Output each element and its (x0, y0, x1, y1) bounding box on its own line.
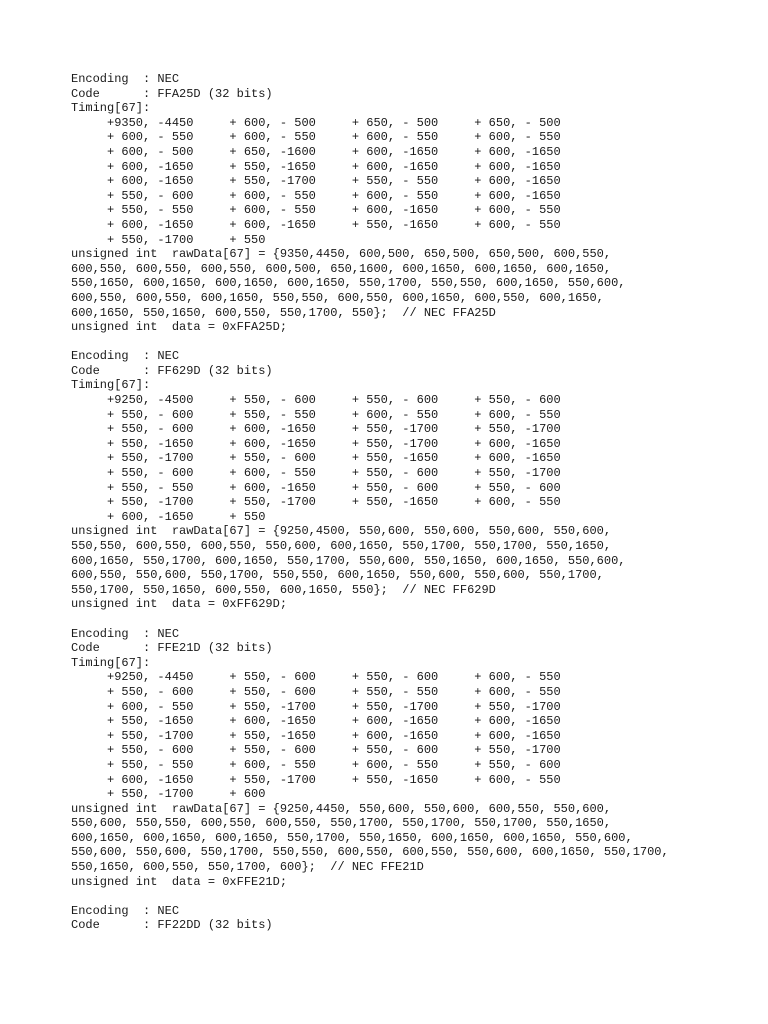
nec-code-block (71, 627, 761, 890)
rawdata-line: 550,1650, 600,1650, 600,1650, 600,1650, 550,1700, 550,550, 600,1650, 550,600, (71, 276, 626, 291)
timing-row: + 550, -1700 + 550, -1700 + 550, -1650 + 600, - 550 (71, 495, 561, 510)
timing-row: + 600, -1650 + 550, -1650 + 600, -1650 + 600, -1650 (71, 159, 561, 174)
timing-header: Timing[67]: (71, 655, 151, 670)
code-line: Code : FFE21D (32 bits) (71, 641, 273, 656)
timing-row: +9250, -4500 + 550, - 600 + 550, - 600 + 550, - 600 (71, 393, 561, 408)
timing-row: + 600, - 500 + 650, -1600 + 600, -1650 + 600, -1650 (71, 144, 561, 159)
timing-row: + 550, -1700 + 550, - 600 + 550, -1650 + 600, -1650 (71, 451, 561, 466)
rawdata-line: 600,1650, 600,1650, 600,1650, 550,1700, 550,1650, 600,1650, 600,1650, 550,600, (71, 830, 633, 845)
timing-row: + 550, - 600 + 600, - 550 + 600, - 550 + 600, -1650 (71, 188, 561, 203)
nec-code-block (71, 904, 761, 933)
timing-header: Timing[67]: (71, 378, 151, 393)
timing-row: +9250, -4450 + 550, - 600 + 550, - 600 + 600, - 550 (71, 670, 561, 685)
timing-row: + 550, - 600 + 550, - 600 + 550, - 600 + 550, -1700 (71, 743, 561, 758)
timing-row: + 550, - 550 + 600, -1650 + 550, - 600 + 550, - 600 (71, 480, 561, 495)
timing-row: + 550, -1700 + 600 (71, 787, 266, 802)
rawdata-line: unsigned int rawData[67] = {9250,4500, 550,600, 550,600, 550,600, 550,600, (71, 524, 612, 539)
data-line: unsigned int data = 0xFFA25D; (71, 320, 288, 335)
code-line: Code : FF629D (32 bits) (71, 363, 273, 378)
timing-header: Timing[67]: (71, 101, 151, 116)
rawdata-line: 600,550, 600,550, 600,1650, 550,550, 600,550, 600,1650, 600,550, 600,1650, (71, 290, 604, 305)
rawdata-line: 550,550, 600,550, 600,550, 550,600, 600,1650, 550,1700, 550,1700, 550,1650, (71, 539, 612, 553)
timing-row: + 550, -1700 + 550 (71, 232, 266, 247)
timing-row: + 600, -1650 + 600, -1650 + 550, -1650 + 600, - 550 (71, 217, 561, 232)
code-line: Code : FF22DD (32 bits) (71, 918, 273, 933)
timing-row: + 600, -1650 + 550 (71, 509, 266, 524)
encoding-line: Encoding : NEC (71, 626, 180, 641)
rawdata-line: 600,550, 600,550, 600,550, 600,500, 650,1600, 600,1650, 600,1650, 600,1650, (71, 261, 612, 276)
rawdata-line: 600,1650, 550,1700, 600,1650, 550,1700, 550,600, 550,1650, 600,1650, 550,600, (71, 553, 626, 568)
timing-row: +9350, -4450 + 600, - 500 + 650, - 500 + 650, - 500 (71, 115, 561, 130)
nec-code-block (71, 72, 761, 335)
ir-code-dump (71, 72, 761, 933)
nec-code-block (71, 349, 761, 612)
timing-row: + 600, - 550 + 600, - 550 + 600, - 550 + 600, - 550 (71, 130, 561, 145)
rawdata-line: 600,1650, 550,1650, 600,550, 550,1700, 550}; // NEC FFA25D (71, 305, 496, 320)
rawdata-line: 550,600, 550,600, 550,1700, 550,550, 600,550, 600,550, 550,600, 600,1650, 550,1700, (71, 845, 669, 860)
timing-row: + 600, -1650 + 550, -1700 + 550, -1650 + 600, - 550 (71, 772, 561, 787)
code-line: Code : FFA25D (32 bits) (71, 86, 273, 101)
block-spacer (71, 612, 761, 627)
rawdata-line: 550,600, 550,550, 600,550, 600,550, 550,1700, 550,1700, 550,1700, 550,1650, (71, 816, 612, 831)
timing-row: + 550, -1650 + 600, -1650 + 600, -1650 + 600, -1650 (71, 714, 561, 729)
encoding-line: Encoding : NEC (71, 349, 180, 364)
timing-row: + 550, - 600 + 600, -1650 + 550, -1700 + 550, -1700 (71, 422, 561, 437)
timing-row: + 550, - 600 + 550, - 550 + 600, - 550 + 600, - 550 (71, 407, 561, 422)
block-spacer (71, 335, 761, 350)
timing-row: + 550, - 550 + 600, - 550 + 600, -1650 + 600, - 550 (71, 203, 561, 218)
timing-row: + 600, - 550 + 550, -1700 + 550, -1700 + 550, -1700 (71, 699, 561, 714)
timing-row: + 550, - 600 + 600, - 550 + 550, - 600 + 550, -1700 (71, 466, 561, 481)
rawdata-line: 550,1650, 600,550, 550,1700, 600}; // NEC FFE21D (71, 860, 424, 875)
rawdata-line: 600,550, 550,600, 550,1700, 550,550, 600,1650, 550,600, 550,600, 550,1700, (71, 568, 604, 583)
block-spacer (71, 889, 761, 904)
rawdata-line: 550,1700, 550,1650, 600,550, 600,1650, 550}; // NEC FF629D (71, 582, 496, 597)
timing-row: + 550, - 550 + 600, - 550 + 600, - 550 + 550, - 600 (71, 757, 561, 772)
encoding-line: Encoding : NEC (71, 903, 180, 918)
timing-row: + 550, -1700 + 550, -1650 + 600, -1650 + 600, -1650 (71, 728, 561, 743)
rawdata-line: unsigned int rawData[67] = {9250,4450, 550,600, 550,600, 600,550, 550,600, (71, 801, 612, 816)
rawdata-line: unsigned int rawData[67] = {9350,4450, 600,500, 650,500, 650,500, 600,550, (71, 247, 612, 262)
data-line: unsigned int data = 0xFF629D; (71, 597, 288, 612)
encoding-line: Encoding : NEC (71, 72, 180, 86)
data-line: unsigned int data = 0xFFE21D; (71, 874, 288, 889)
timing-row: + 600, -1650 + 550, -1700 + 550, - 550 + 600, -1650 (71, 174, 561, 189)
timing-row: + 550, - 600 + 550, - 600 + 550, - 550 + 600, - 550 (71, 684, 561, 699)
timing-row: + 550, -1650 + 600, -1650 + 550, -1700 + 600, -1650 (71, 436, 561, 451)
